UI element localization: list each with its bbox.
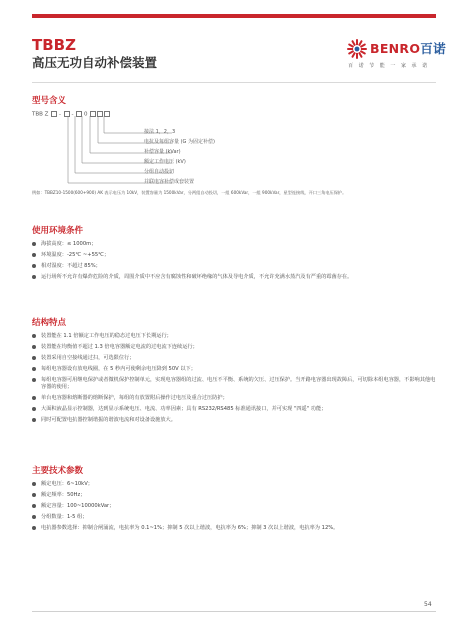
list-item-text: 单台电容器和熔断器的熔断保护，每组的有放置附后操作过电压及重合过压防护； <box>41 395 228 401</box>
bullet-icon <box>32 515 36 519</box>
page-number: 54 <box>424 601 432 608</box>
bullet-icon <box>32 356 36 360</box>
footer-divider <box>32 611 436 612</box>
list-item <box>32 274 436 281</box>
list-item-text: 每组电容器可用继电保护或者微机保护控制单元，实现电容器组的过流、电压不平衡、系统的欠压、过压保护。当开路电容器出现故障后，可切除本组电容器，不影响其他电容器的使用； <box>41 377 436 390</box>
model-definition: 并联电容补偿成套装置 <box>144 179 195 185</box>
model-code-dash: - <box>71 111 74 118</box>
list-item <box>32 344 436 351</box>
model-example: 例如：TBBZ10-1500(600+900) AK 表示电压为 10kV，装置容量为 1500kVar，分两组自动投切，一组 600kVar，一组 900kVar，星型连接线，开口三角电压保护。 <box>32 190 347 195</box>
list-item-text: 同时可配置电抗器控制谐振的谐波电流和对设备设施放大。 <box>41 417 176 423</box>
top-accent-bar <box>32 14 436 18</box>
model-definition: 额定工作电压 (kV) <box>144 159 186 165</box>
logo-slogan: 百 诺 节 能 一 家 承 诺 <box>348 63 430 69</box>
bullet-icon <box>32 367 36 371</box>
list-item-text: 海拔高度：≤ 1000m； <box>41 241 97 247</box>
benro-logo <box>346 38 446 74</box>
model-code-z: Z <box>44 111 49 118</box>
list-item-text: 电抗器参数选择：抑制合闸涌流，电抗率为 0.1~1%；抑制 5 次以上谐波，电抗率为 6%；抑制 3 次以上谐波，电抗率为 12%。 <box>41 525 339 531</box>
list-item <box>32 241 436 248</box>
model-definition: 电抗及每组容量 (G 为固定补偿) <box>144 139 215 145</box>
logo-chinese: 百诺 <box>420 41 446 56</box>
model-definition: 接法 1，2，3 <box>144 129 176 135</box>
model-definition: 补偿容量 (kVar) <box>144 149 181 155</box>
bullet-icon <box>32 242 36 246</box>
list-item-text: 环境温度：-25℃ ~+55℃； <box>41 252 110 258</box>
title-block <box>32 36 157 72</box>
model-code-zero: 0 <box>83 111 88 118</box>
list-item-text: 分组数量：1-5 组； <box>41 514 88 520</box>
list-item-text: 每组电容器设有放电线圈，在 5 秒内可使剩余电压降到 50V 以下； <box>41 366 196 372</box>
model-code-prefix: TBB <box>32 111 43 118</box>
list-item <box>32 417 436 424</box>
bullet-icon <box>32 526 36 530</box>
bullet-icon <box>32 482 36 486</box>
model-code-dash: - <box>58 111 61 118</box>
features-list <box>32 333 436 424</box>
list-item <box>32 406 436 413</box>
list-item-text: 装置能在 1.1 倍额定工作电压的稳态过电压下长期运行； <box>41 333 172 339</box>
product-name-title: 高压无功自动补偿装置 <box>32 55 158 70</box>
section-title-environment: 使用环境条件 <box>32 226 84 236</box>
list-item <box>32 333 436 340</box>
list-item <box>32 525 436 532</box>
bullet-icon <box>32 345 36 349</box>
product-code-title: TBBZ <box>32 36 76 54</box>
bullet-icon <box>32 378 36 382</box>
list-item-text: 额定频率：50Hz； <box>41 492 86 498</box>
list-item <box>32 366 436 373</box>
list-item <box>32 395 436 402</box>
list-item-text: 额定电压：6~10kV； <box>41 481 93 487</box>
header-divider <box>32 82 436 83</box>
list-item-text: 运行场所不允许有爆炸危险的介质，周围介质中不应含有腐蚀性和破坏绝缘的气体及导电介质，不允许充满水蒸汽及有严重的霉菌存在。 <box>41 274 353 280</box>
list-item <box>32 263 436 270</box>
specs-list <box>32 481 436 532</box>
section-title-model: 型号含义 <box>32 96 67 106</box>
list-item <box>32 355 436 362</box>
section-title-features: 结构特点 <box>32 318 67 328</box>
logo-english: BENRO <box>370 41 421 56</box>
environment-list <box>32 241 436 281</box>
model-definition: 分组自动投切 <box>144 169 175 175</box>
list-item <box>32 514 436 521</box>
bullet-icon <box>32 253 36 257</box>
list-item <box>32 252 436 259</box>
section-title-specs: 主要技术参数 <box>32 466 84 476</box>
bullet-icon <box>32 334 36 338</box>
list-item <box>32 492 436 499</box>
list-item-text: 装置采用自空接线通过扫，可选限位行； <box>41 355 135 361</box>
list-item <box>32 377 436 391</box>
list-item-text: 额定容量：100~10000kVar； <box>41 503 115 509</box>
logo-wordmark <box>370 39 446 57</box>
list-item-text: 大面积液晶显示控制器，达到显示系统电压、电流、功率因素；具有 RS232/RS485 标准通讯接口，并可实现 "四遥" 功能； <box>41 406 327 412</box>
list-item <box>32 503 436 510</box>
bullet-icon <box>32 264 36 268</box>
bullet-icon <box>32 504 36 508</box>
bullet-icon <box>32 275 36 279</box>
bullet-icon <box>32 407 36 411</box>
bullet-icon <box>32 493 36 497</box>
list-item-text: 装置能在均衡值不超过 1.3 倍电容器额定电流的过电流下连续运行； <box>41 344 198 350</box>
list-item <box>32 481 436 488</box>
benro-logo-mark-icon <box>346 38 368 60</box>
bullet-icon <box>32 418 36 422</box>
bullet-icon <box>32 396 36 400</box>
list-item-text: 相对湿度：不超过 85%； <box>41 263 101 269</box>
